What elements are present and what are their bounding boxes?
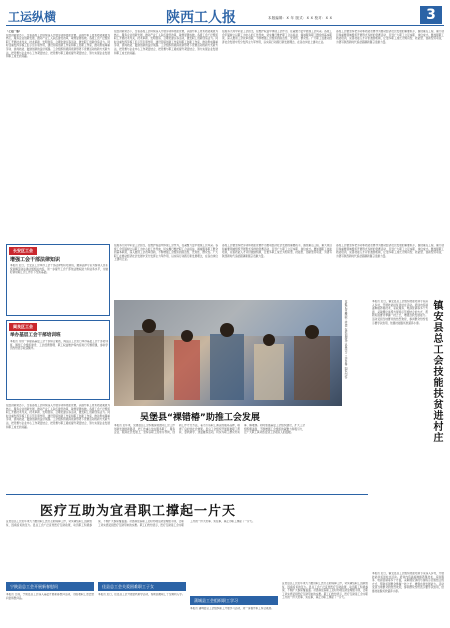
article-body: 在经济新常态下，全省各级工会持续深入开展劳动和技能竞赛，以提升职工技术技能素质为核心，服务企业创新发展，推动产业工人队伍建设改革，取得显著成效。各级工会广泛组织职工开展技术攻关、技术革新、发明创造、合理化建议等活动，激发职工创新创造活力。同时注重发挥劳模工匠示范引领作用，建设劳模创新工作室和职工创新工作室，推动形成尊重劳动、崇尚技能、鼓励创新的良好氛围。工会组织积极探索新形势下竞赛活动的新方式新方法，把竞赛与企业中心工作紧密结合，把竞赛与职工素质提升紧密结合，努力实现企业发展和职工成长的双赢。 <box>114 30 218 55</box>
photo-scene <box>114 300 342 406</box>
bottom-story-title: 医疗互助为宜君职工撑起一片天 <box>40 504 237 519</box>
brief-title: 增强工会干部法律知识 <box>10 257 61 263</box>
side-story <box>372 300 444 568</box>
lead-story-title: 吴堡县“裸错椿”助推工会发展 <box>140 413 260 423</box>
editor-info: 本版编辑：X 年 版式：X X 校对：X X <box>268 16 333 20</box>
lead-story <box>114 424 370 490</box>
article-body: 各级工会要坚持把劳动和技能竞赛作为推动经济社会发展的重要抓手，围绕重点工程、重大项目和重要领域组织开展形式多样的竞赛活动，引导广大职工立足本职、岗位成才。要加强职工技能培训，完善技能人才评价激励机制，让更多职工成长为知识型、技能型、创新型劳动者，为谱写陕西新时代追赶超越新篇章贡献力量。 <box>336 244 444 258</box>
article-mid-col <box>336 244 444 304</box>
side-story-body: 本报讯 近日，镇安县总工会组织技能培训专家深入乡村，开展技能扶贫进村庄活动。培训内容涵盖种植养殖技术、家政服务、电商营销等多个方面，采取理论讲授与现场示范相结合的方式，帮助贫困群众掌握一技之长，增强自我发展能力。活动受到当地群众的热烈欢迎，参训群众纷纷表示要学以致用，依靠技能脱贫致富奔小康。 <box>372 300 428 325</box>
news-photo <box>114 300 342 406</box>
article-body: 宜君县总工会近年来大力推进职工医疗互助保障工作，切实减轻职工因病致贫、因病返贫的压力。县总工会广泛宣传医疗互助政策，动员职工积极参保，不断扩大参保覆盖面。对患病住院职工及时办理互助金理赔手续，让职工切实感受到医疗互助带来的实惠。职工们纷纷表示，医疗互助是工会为职工办的一件大好事、实在事，真正为职工撑起了一片天。 <box>282 582 368 600</box>
side-story-cont <box>372 572 444 622</box>
brief-tag: 长安区工会 <box>9 247 37 255</box>
page-number: 3 <box>420 6 442 24</box>
article-top-right <box>336 30 444 240</box>
article-body: 在服务大局中彰显工会担当，在维护权益中体现工会作为，在凝聚力量中展现工会风采。各级工会牢固树立以职工为中心的工作导向，切实履行维护职工合法权益、竭诚服务职工群众的基本职责，深入推进工会改革创新，不断增强工会组织的政治性、先进性、群众性。广大职工在推动经济社会发展中充分发挥主力军作用，以实际行动践行新发展理念，在各自岗位上建功立业。 <box>222 30 332 44</box>
news-brief-box <box>6 244 110 316</box>
article-top-mid <box>222 30 332 240</box>
brief-tag: 阎良区工会 <box>9 323 37 331</box>
brief-body: 本报讯 为进一步提高基层工会干部综合素质，阎良区工会近日举办基层工会干部培训班，围绕工会组织建设、工会经费管理、职工权益维护等内容进行专题授课，参训学员纷纷表示收获颇丰。 <box>10 340 108 351</box>
divider <box>6 494 368 495</box>
photo-caption-block <box>344 300 370 406</box>
brief-bar: 佳县总工会关爱困难职工子女 <box>98 582 186 591</box>
news-brief-box <box>6 320 110 400</box>
lead-story-body: 本报讯 近年来，吴堡县总工会积极探索推动工会工作创新发展的新路径，把工作重心放在服务职工、服务企业、服务社会发展上，坚持以职工需求为导向，创新工作方式方法，着力打造职工满意的服务品牌，取得了良好的社会效果。县总工会组织开展困难职工帮扶、金秋助学、送温暖等活动，切实为职工群众办实事、解难题。同时加强基层工会组织建设，扩大工会组织覆盖面，不断增强工会组织的凝聚力和吸引力，让广大职工真切感受到工会娘家人的温暖。 <box>114 424 305 435</box>
article-body: 在服务大局中彰显工会担当，在维护权益中体现工会作为，在凝聚力量中展现工会风采。各级工会牢固树立以职工为中心的工作导向，切实履行维护职工合法权益、竭诚服务职工群众的基本职责，深入推进工会改革创新，不断增强工会组织的政治性、先进性、群众性。广大职工在推动经济社会发展中充分发挥主力军作用，以实际行动践行新发展理念，在各自岗位上建功立业。 <box>114 244 218 262</box>
bottom-story-body: 宜君县总工会近年来大力推进职工医疗互助保障工作，切实减轻职工因病致贫、因病返贫的压力。县总工会广泛宣传医疗互助政策，动员职工积极参保，不断扩大参保覆盖面。对患病住院职工及时办理互助金理赔手续，让职工切实感受到医疗互助带来的实惠。职工们纷纷表示，医疗互助是工会为职工办的一件大好事、实在事，真正为职工撑起了一片天。 <box>6 520 255 527</box>
article-col-2 <box>114 30 218 240</box>
article-body: 本报讯 近日，镇安县总工会组织技能培训专家深入乡村，开展技能扶贫进村庄活动。培训内容涵盖种植养殖技术、家政服务、电商营销等多个方面，采取理论讲授与现场示范相结合的方式，帮助贫困群众掌握一技之长，增强自我发展能力。活动受到当地群众的热烈欢迎，参训群众纷纷表示要学以致用，依靠技能脱贫致富奔小康。 <box>372 572 444 593</box>
article-top-left <box>6 30 110 240</box>
side-story-title: 镇安县总工会技能扶贫进村庄 <box>431 300 442 443</box>
section-name: 工运纵横 <box>8 10 57 24</box>
article-body: 在经济新常态下，全省各级工会持续深入开展劳动和技能竞赛，以提升职工技术技能素质为核心，服务企业创新发展，推动产业工人队伍建设改革，取得显著成效。各级工会广泛组织职工开展技术攻关、技术革新、发明创造、合理化建议等活动，激发职工创新创造活力。同时注重发挥劳模工匠示范引领作用，建设劳模创新工作室和职工创新工作室，推动形成尊重劳动、崇尚技能、鼓励创新的良好氛围。工会组织积极探索新形势下竞赛活动的新方式新方法，把竞赛与企业中心工作紧密结合，把竞赛与职工素质提升紧密结合，努力实现企业发展和职工成长的双赢。 <box>6 404 110 429</box>
brief-body: 本报讯 近日，长安区工会举办工会干部法律知识培训班，邀请法律专家为参训人员系统讲解劳动法律法规相关内容，进一步提升工会干部依法维权能力和业务水平，为做好新时期工会工作打下坚实基础。 <box>10 264 108 275</box>
newspaper-logo: 陕西工人报 <box>166 10 236 26</box>
article-body: 在经济新常态下，全省各级工会持续深入开展劳动和技能竞赛，以提升职工技术技能素质为核心，服务企业创新发展，推动产业工人队伍建设改革，取得显著成效。各级工会广泛组织职工开展技术攻关、技术革新、发明创造、合理化建议等活动，激发职工创新创造活力。同时注重发挥劳模工匠示范引领作用，建设劳模创新工作室和职工创新工作室，推动形成尊重劳动、崇尚技能、鼓励创新的良好氛围。工会组织积极探索新形势下竞赛活动的新方式新方法，把竞赛与企业中心工作紧密结合，把竞赛与职工素质提升紧密结合，努力实现企业发展和职工成长的双赢。 <box>6 33 110 59</box>
brief-bar: 宁陕县总工会开展新春慰问 <box>6 582 94 591</box>
photo-caption: 本报记者 摄 职工代表 在培训现场 认真学习 工会业务 知识内容 <box>344 300 348 379</box>
brief-bar: 蒲城县工会组织职工学习 <box>190 596 278 605</box>
article-body: 各级工会要坚持把劳动和技能竞赛作为推动经济社会发展的重要抓手，围绕重点工程、重大项目和重要领域组织开展形式多样的竞赛活动，引导广大职工立足本职、岗位成才。要加强职工技能培训，完善技能人才评价激励机制，让更多职工成长为知识型、技能型、创新型劳动者，为谱写陕西新时代追赶超越新篇章贡献力量。 <box>336 30 444 44</box>
article-lead: （上接一版） <box>6 30 22 33</box>
article-left-lower <box>6 404 110 490</box>
brief-body: 本报讯 近日，佳县总工会开展金秋助学活动，帮助困难职工子女顺利入学。 <box>98 593 185 596</box>
brief-body: 本报讯 蒲城县总工会组织职工开展学习活动，进一步提升职工综合素质。 <box>190 607 274 610</box>
brief-title: 举办基层工会干部培训班 <box>10 333 61 338</box>
masthead <box>6 6 444 26</box>
brief-body: 本报讯 日前，宁陕县总工会深入基层开展新春慰问活动，为困难职工送去慰问金和慰问品。 <box>6 593 94 600</box>
article-body: 各级工会要坚持把劳动和技能竞赛作为推动经济社会发展的重要抓手，围绕重点工程、重大项目和重要领域组织开展形式多样的竞赛活动，引导广大职工立足本职、岗位成才。要加强职工技能培训，完善技能人才评价激励机制，让更多职工成长为知识型、技能型、创新型劳动者，为谱写陕西新时代追赶超越新篇章贡献力量。 <box>222 244 332 258</box>
